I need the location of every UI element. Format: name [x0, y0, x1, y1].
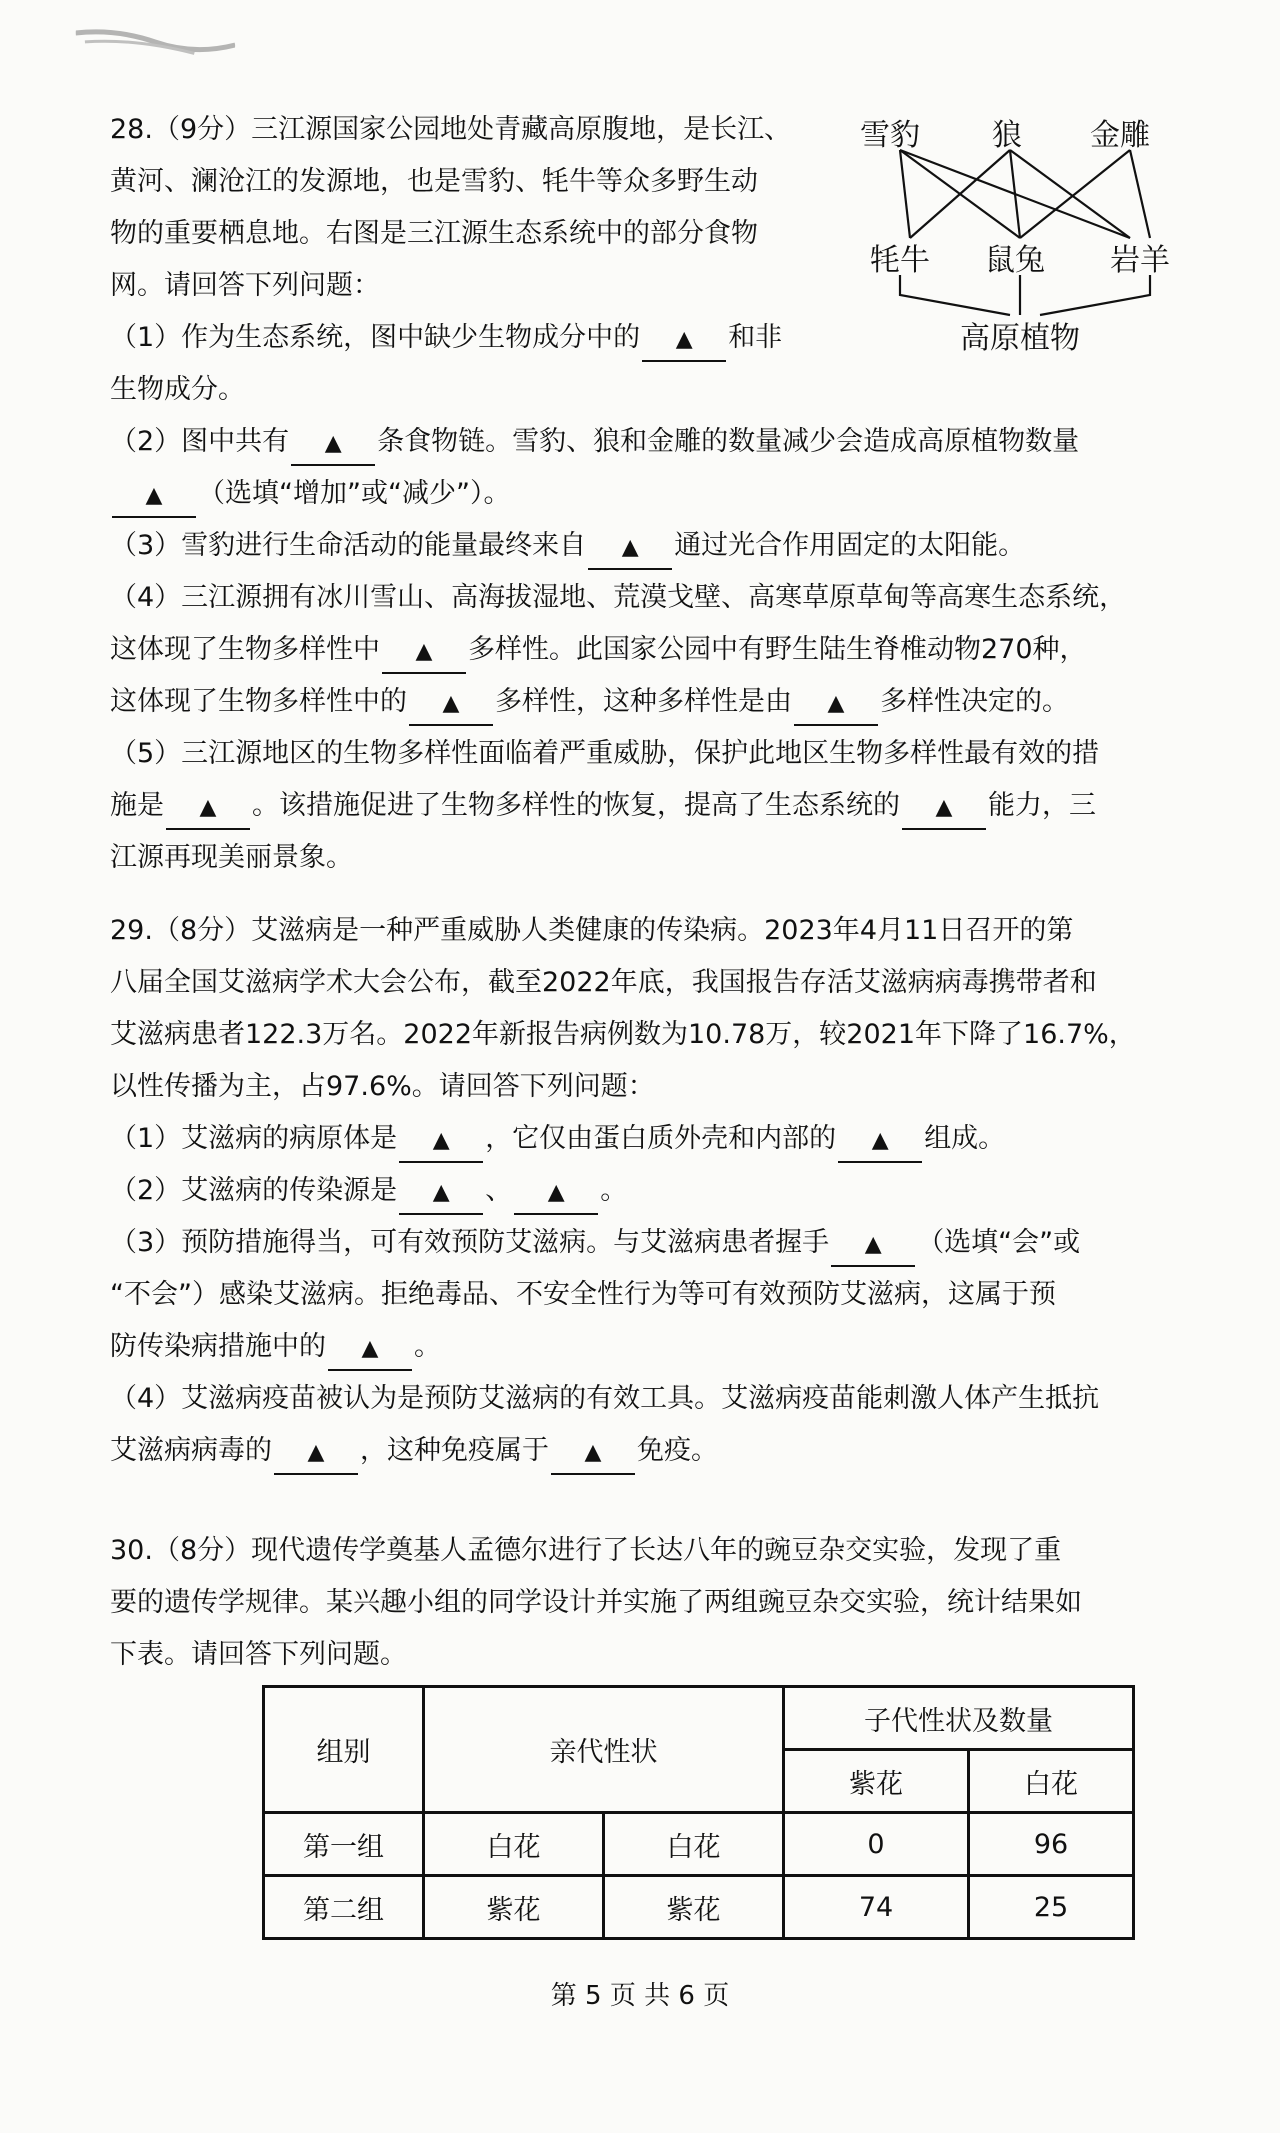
- cell-parent-2: 白花: [604, 1813, 784, 1876]
- q28-sub2: （2）图中共有 ▲ 条食物链。雪豹、狼和金雕的数量减少会造成高原植物数量: [110, 416, 1126, 468]
- q28-sub5-2: 施是 ▲ 。该措施促进了生物多样性的恢复，提高了生态系统的 ▲ 能力，三: [110, 780, 1126, 832]
- q28-sub5-3: 江源再现美丽景象。: [110, 842, 353, 873]
- question-30: [110, 1525, 1082, 1681]
- q28-sub1-cont: 生物成分。: [110, 374, 245, 405]
- q28-sub4-2: 这体现了生物多样性中 ▲ 多样性。此国家公园中有野生陆生脊椎动物270种，: [110, 624, 1126, 676]
- food-web-golden-eagle: 金雕: [1090, 118, 1150, 153]
- header-offspring-traits: 子代性状及数量: [784, 1687, 1134, 1750]
- header-white: 白花: [969, 1750, 1134, 1813]
- header-purple: 紫花: [784, 1750, 969, 1813]
- q29-sub3-2: “不会”）感染艾滋病。拒绝毒品、不安全性行为等可有效预防艾滋病，这属于预: [110, 1279, 1056, 1310]
- q29-sub3-3: 防传染病措施中的 ▲ 。: [110, 1321, 1136, 1373]
- answer-blank[interactable]: ▲: [831, 1223, 915, 1267]
- cell-white-count: 25: [969, 1876, 1134, 1939]
- header-parent-traits: 亲代性状: [424, 1687, 784, 1813]
- q30-stem-2: 要的遗传学规律。某兴趣小组的同学设计并实施了两组豌豆杂交实验，统计结果如: [110, 1587, 1082, 1618]
- q30-stem-3: 下表。请回答下列问题。: [110, 1639, 407, 1670]
- answer-blank[interactable]: ▲: [838, 1119, 922, 1163]
- food-web-diagram: [860, 110, 1200, 360]
- answer-blank[interactable]: ▲: [902, 786, 986, 830]
- question-29: [110, 905, 1136, 1477]
- q29-sub3-1: （3）预防措施得当，可有效预防艾滋病。与艾滋病患者握手 ▲ （选填“会”或: [110, 1217, 1136, 1269]
- answer-blank[interactable]: ▲: [514, 1171, 598, 1215]
- answer-blank[interactable]: ▲: [291, 422, 375, 466]
- q29-stem-4: 以性传播为主，占97.6%。请回答下列问题：: [110, 1071, 655, 1102]
- cell-purple-count: 0: [784, 1813, 969, 1876]
- q28-stem-3: 物的重要栖息地。右图是三江源生态系统中的部分食物: [110, 218, 758, 249]
- q28-sub5-1: （5）三江源地区的生物多样性面临着严重威胁，保护此地区生物多样性最有效的措: [110, 738, 1100, 769]
- q29-sub4-2: 艾滋病病毒的 ▲ ，这种免疫属于 ▲ 免疫。: [110, 1425, 1136, 1477]
- cell-parent-1: 紫花: [424, 1876, 604, 1939]
- page-footer: 第 5 页 共 6 页: [550, 1981, 730, 2011]
- cell-white-count: 96: [969, 1813, 1134, 1876]
- food-web-snow-leopard: 雪豹: [860, 118, 920, 153]
- cell-purple-count: 74: [784, 1876, 969, 1939]
- food-web-wolf: 狼: [992, 118, 1022, 153]
- q28-sub4-1: （4）三江源拥有冰川雪山、高海拔湿地、荒漠戈壁、高寒草原草甸等高寒生态系统，: [110, 582, 1127, 613]
- q29-stem-1: 29.（8分）艾滋病是一种严重威胁人类健康的传染病。2023年4月11日召开的第: [110, 915, 1074, 946]
- answer-blank[interactable]: ▲: [588, 526, 672, 570]
- q29-stem-3: 艾滋病患者122.3万名。2022年新报告病例数为10.78万，较2021年下降了16.7%，: [110, 1019, 1136, 1050]
- answer-blank[interactable]: ▲: [112, 474, 196, 518]
- answer-blank[interactable]: ▲: [274, 1431, 358, 1475]
- cell-group: 第一组: [264, 1813, 424, 1876]
- cell-parent-2: 紫花: [604, 1876, 784, 1939]
- answer-blank[interactable]: ▲: [399, 1171, 483, 1215]
- q28-sub1: （1）作为生态系统，图中缺少生物成分中的 ▲ 和非: [110, 312, 1126, 364]
- answer-blank[interactable]: ▲: [399, 1119, 483, 1163]
- q28-stem-4: 网。请回答下列问题：: [110, 270, 380, 301]
- answer-blank[interactable]: ▲: [409, 682, 493, 726]
- answer-blank[interactable]: ▲: [642, 318, 726, 362]
- q28-sub3: （3）雪豹进行生命活动的能量最终来自 ▲ 通过光合作用固定的太阳能。: [110, 520, 1126, 572]
- table-header-row: [264, 1687, 1134, 1750]
- pea-cross-table: [262, 1685, 1135, 1940]
- food-web-links: [900, 150, 1150, 315]
- cell-parent-1: 白花: [424, 1813, 604, 1876]
- header-group: 组别: [264, 1687, 424, 1813]
- answer-blank[interactable]: ▲: [382, 630, 466, 674]
- q29-stem-2: 八届全国艾滋病学术大会公布，截至2022年底，我国报告存活艾滋病病毒携带者和: [110, 967, 1097, 998]
- answer-blank[interactable]: ▲: [328, 1327, 412, 1371]
- table-row: [264, 1813, 1134, 1876]
- food-web-pika: 鼠兔: [985, 243, 1045, 278]
- q29-sub4-1: （4）艾滋病疫苗被认为是预防艾滋病的有效工具。艾滋病疫苗能刺激人体产生抵抗: [110, 1383, 1100, 1414]
- answer-blank[interactable]: ▲: [551, 1431, 635, 1475]
- food-web-plants: 高原植物: [960, 321, 1080, 356]
- q29-sub1: （1）艾滋病的病原体是 ▲ ，它仅由蛋白质外壳和内部的 ▲ 组成。: [110, 1113, 1136, 1165]
- answer-blank[interactable]: ▲: [166, 786, 250, 830]
- q29-sub2: （2）艾滋病的传染源是 ▲ 、 ▲ 。: [110, 1165, 1136, 1217]
- cell-group: 第二组: [264, 1876, 424, 1939]
- q28-stem-2: 黄河、澜沧江的发源地，也是雪豹、牦牛等众多野生动: [110, 166, 758, 197]
- food-web-yak: 牦牛: [870, 243, 930, 278]
- q28-sub2-cont: ▲ （选填“增加”或“减少”）。: [110, 468, 1126, 520]
- q28-sub4-3: 这体现了生物多样性中的 ▲ 多样性，这种多样性是由 ▲ 多样性决定的。: [110, 676, 1126, 728]
- food-web-blue-sheep: 岩羊: [1110, 243, 1170, 278]
- table-row: [264, 1876, 1134, 1939]
- q28-stem-1: 28.（9分）三江源国家公园地处青藏高原腹地，是长江、: [110, 114, 792, 145]
- q30-stem-1: 30.（8分）现代遗传学奠基人孟德尔进行了长达八年的豌豆杂交实验，发现了重: [110, 1535, 1062, 1566]
- answer-blank[interactable]: ▲: [794, 682, 878, 726]
